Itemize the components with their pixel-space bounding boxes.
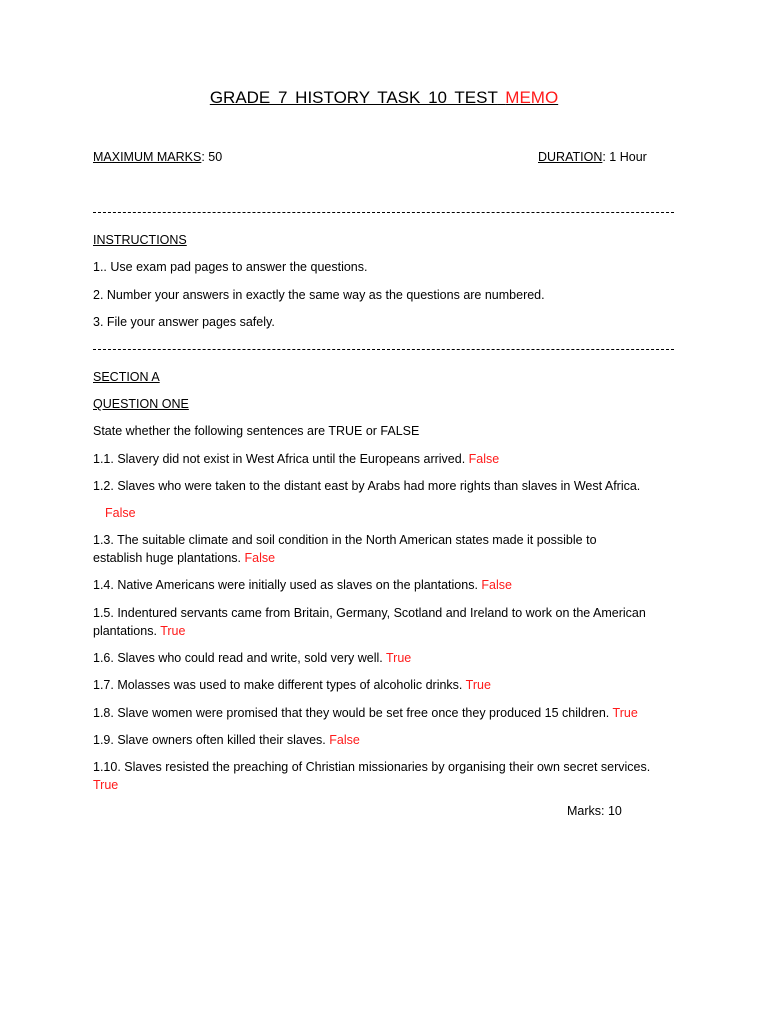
title-main: GRADE 7 HISTORY TASK 10 TEST [209, 88, 498, 107]
max-marks-value: : 50 [201, 150, 223, 164]
question-heading: QUESTION ONE [93, 397, 189, 411]
question-item [93, 450, 678, 468]
question-item [93, 477, 678, 495]
question-text: 1.3. The suitable climate and soil condition in the North American states made it possible to [93, 533, 597, 547]
title-memo: MEMO [505, 88, 559, 107]
question-text: establish huge plantations. [93, 551, 245, 565]
question-item [93, 704, 678, 722]
question-item [93, 649, 678, 667]
question-text-line2 [93, 549, 678, 567]
divider-top [93, 212, 674, 213]
question-answer: False [105, 506, 136, 520]
meta-row [93, 150, 674, 168]
max-marks [93, 150, 222, 164]
question-text-line2 [93, 622, 678, 640]
question-answer: False [244, 551, 276, 565]
marks-total: Marks: 10 [567, 804, 622, 818]
question-text: 1.8. Slave women were promised that they would be set free once they produced 15 children. [93, 706, 613, 720]
question-item [93, 576, 678, 594]
duration [538, 150, 647, 164]
question-item [93, 731, 678, 749]
question-text: 1.6. Slaves who could read and write, sold very well. [93, 651, 386, 665]
question-answer: True [465, 678, 491, 692]
question-text: 1.7. Molasses was used to make different types of alcoholic drinks. [93, 678, 466, 692]
question-answer: False [481, 578, 512, 592]
duration-value: : 1 Hour [602, 150, 647, 164]
question-answer: True [612, 706, 638, 720]
question-answer: True [93, 778, 119, 792]
question-answer-line [105, 504, 690, 522]
question-text: 1.9. Slave owners often killed their slaves. [93, 733, 330, 747]
instruction-item: 3. File your answer pages safely. [93, 315, 275, 329]
question-text: 1.1. Slavery did not exist in West Africa until the Europeans arrived. [93, 452, 469, 466]
question-text: plantations. [93, 624, 161, 638]
question-item [93, 758, 678, 794]
question-item [93, 531, 678, 567]
question-item [93, 604, 678, 640]
question-text: 1.2. Slaves who were taken to the distant east by Arabs had more rights than slaves in West Africa. [93, 479, 641, 493]
instruction-item: 1.. Use exam pad pages to answer the questions. [93, 260, 368, 274]
question-answer: True [160, 624, 186, 638]
instruction-item: 2. Number your answers in exactly the same way as the questions are numbered. [93, 288, 545, 302]
question-answer: False [468, 452, 500, 466]
divider-bottom [93, 349, 674, 350]
instructions-heading: INSTRUCTIONS [93, 233, 187, 247]
question-answer: True [385, 651, 412, 665]
question-text: 1.4. Native Americans were initially used as slaves on the plantations. [93, 578, 482, 592]
question-text: 1.10. Slaves resisted the preaching of Christian missionaries by organising their own secret services. [93, 760, 651, 774]
question-item [93, 676, 678, 694]
max-marks-label: MAXIMUM MARKS [93, 150, 202, 164]
question-prompt: State whether the following sentences are TRUE or FALSE [93, 424, 420, 438]
section-heading: SECTION A [93, 370, 160, 384]
question-text: 1.5. Indentured servants came from Britain, Germany, Scotland and Ireland to work on the American [93, 606, 646, 620]
duration-label: DURATION [538, 150, 603, 164]
question-answer: False [329, 733, 360, 747]
page-title [0, 88, 768, 108]
